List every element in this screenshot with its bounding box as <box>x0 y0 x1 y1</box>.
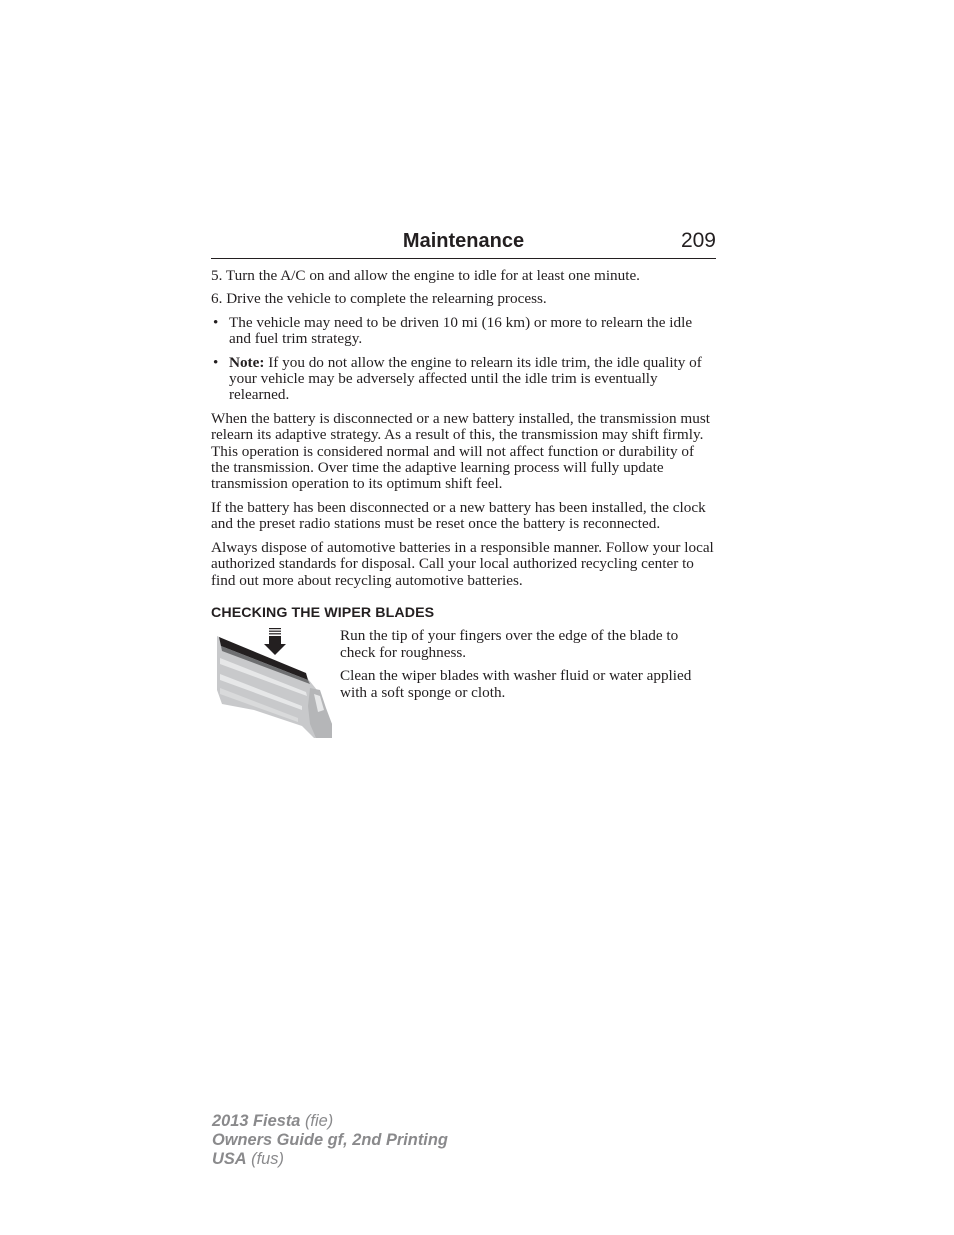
paragraph-transmission: When the battery is disconnected or a new battery installed, the transmission must relearn its adaptive strategy. As a result of this, the transmission may shift firmly. This operation is considered normal and will not affect function or durability of the transmission. Over time the adaptive learning process will fully update transmission operation to its optimum shift feel. <box>211 409 710 493</box>
page-number: 209 <box>680 229 716 252</box>
footer-model-code: (fie) <box>300 1112 334 1130</box>
page-body <box>211 268 716 748</box>
step-6: 6. Drive the vehicle to complete the relearning process. <box>211 290 547 308</box>
footer-model: 2013 Fiesta <box>212 1112 301 1130</box>
bullet-text: If you do not allow the engine to relearn its idle trim, the idle quality of your vehicle may be adversely affected until the idle trim is eventually relearned. <box>229 353 702 404</box>
footer-guide: Owners Guide gf, 2nd Printing <box>212 1131 448 1149</box>
page-footer <box>212 1112 448 1169</box>
paragraph-clock-radio: If the battery has been disconnected or a new battery has been installed, the clock and the preset radio stations must be reset once the battery is reconnected. <box>211 498 706 533</box>
section-title: Maintenance <box>402 230 525 252</box>
bullet-item <box>211 315 716 348</box>
footer-model-line <box>212 1112 448 1131</box>
footer-guide-line <box>212 1131 448 1150</box>
footer-market: USA <box>212 1150 247 1168</box>
note-label: Note: <box>229 353 265 371</box>
bullet-item-note <box>211 355 716 404</box>
bullet-marker: • <box>213 353 219 371</box>
wiper-section <box>211 628 716 748</box>
wiper-instructions <box>340 628 716 708</box>
step-5: 5. Turn the A/C on and allow the engine to idle for at least one minute. <box>211 267 640 284</box>
paragraph-disposal: Always dispose of automotive batteries in a responsible manner. Follow your local authorized standards for disposal. Call your local authorized recycling center to find out more about recycling automotive batteries. <box>211 538 714 589</box>
bullet-marker: • <box>213 313 219 331</box>
instruction-clean-blades: Clean the wiper blades with washer fluid or water applied with a soft sponge or cloth. <box>340 667 692 701</box>
section-heading: CHECKING THE WIPER BLADES <box>211 604 435 621</box>
wiper-blade-icon <box>214 628 334 740</box>
instruction-check-roughness: Run the tip of your fingers over the edge of the blade to check for roughness. <box>340 627 679 661</box>
bullet-text: The vehicle may need to be driven 10 mi (16 km) or more to relearn the idle and fuel trim strategy. <box>229 313 693 348</box>
page-header <box>211 228 716 259</box>
footer-market-code: (fus) <box>246 1150 284 1168</box>
footer-market-line <box>212 1150 448 1169</box>
